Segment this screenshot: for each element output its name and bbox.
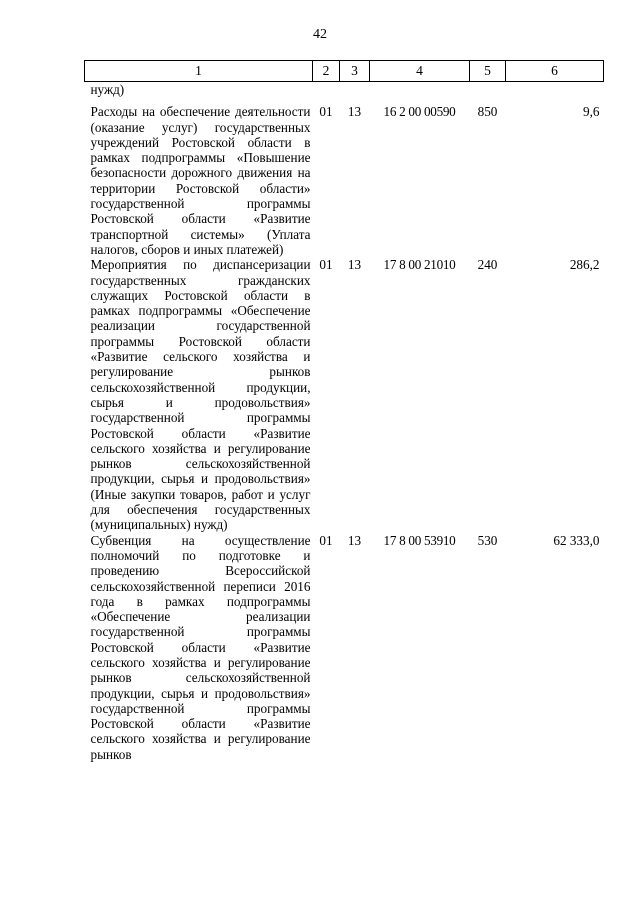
row-sum: 62 333,0 — [553, 532, 600, 548]
table-row — [85, 97, 604, 257]
budget-table — [84, 60, 604, 762]
table-row — [85, 257, 604, 532]
row-rz: 01 — [319, 532, 333, 548]
row-rz: 01 — [319, 257, 333, 273]
row-vr: 850 — [477, 104, 498, 120]
row-sum: 9,6 — [583, 104, 600, 120]
row-vr: 240 — [477, 257, 498, 273]
table-body — [85, 82, 604, 763]
page-number: 42 — [313, 27, 327, 42]
row-csr: 17 8 00 21010 — [383, 257, 456, 273]
table-header — [85, 61, 604, 82]
row-name: Субвенция на осуществление полномочий по подготовке и проведению Всероссийской сельскохозяйственной переписи 2016 года в рамках подпрограммы «Обеспечение реализации государственной программы Ростовской области «Развитие сельского хозяйства и регулирование рынков сельскохозяйственной продукции, сырья и продовольствия» государственной программы Ростовской области «Развитие сельского хозяйства и регулирование рынков — [90, 532, 311, 762]
row-rz: 01 — [319, 104, 333, 120]
header-col-3: 3 — [340, 61, 370, 82]
row-csr: 17 8 00 53910 — [383, 532, 456, 548]
row-name: Расходы на обеспечение деятельности (оказание услуг) государственных учреждений Ростовской области в рамках подпрограммы «Повышение безопасности дорожного движения на территории Ростовской области» государственной программы Ростовской области «Развитие транспортной системы» (Уплата налогов, сборов и иных платежей) — [90, 104, 311, 257]
row-pr: 13 — [347, 104, 362, 120]
header-col-5: 5 — [470, 61, 506, 82]
row-name: Мероприятия по диспансеризации государственных гражданских служащих Ростовской области в рамках подпрограммы «Обеспечение реализации государственной программы Ростовской области «Развитие сельского хозяйства и регулирование рынков сельскохозяйственной продукции, сырья и продовольствия» государственной программы Ростовской области «Развитие сельского хозяйства и регулирование рынков сельскохозяйственной продукции, сырья и продовольствия» (Иные закупки товаров, работ и услуг для обеспечения государственных (муниципальных) нужд) — [90, 257, 311, 533]
header-col-4: 4 — [370, 61, 470, 82]
row-csr: 16 2 00 00590 — [383, 104, 456, 120]
header-row — [85, 61, 604, 82]
continuation-row — [85, 82, 604, 98]
header-col-2: 2 — [313, 61, 340, 82]
continuation-text: нужд) — [90, 82, 125, 97]
row-vr: 530 — [477, 532, 498, 548]
header-col-6: 6 — [506, 61, 604, 82]
row-pr: 13 — [347, 532, 362, 548]
table-row — [85, 533, 604, 762]
row-pr: 13 — [347, 257, 362, 273]
row-sum: 286,2 — [569, 257, 600, 273]
header-col-1: 1 — [85, 61, 313, 82]
